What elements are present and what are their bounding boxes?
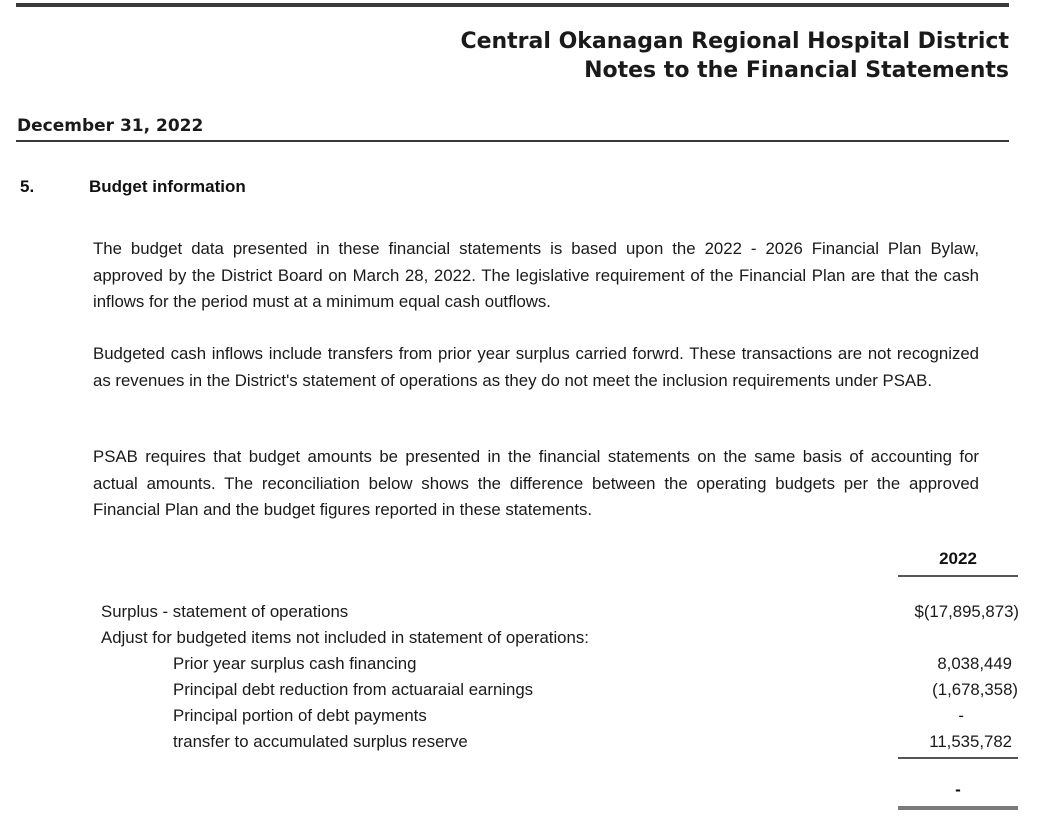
table-row [0, 625, 1044, 651]
table-row [0, 599, 1044, 625]
row-label: Prior year surplus cash financing [173, 654, 417, 673]
paragraph: Budgeted cash inflows include transfers from prior year surplus carried forwrd. These transactions are not recognized as revenues in the District's statement of operations as they do not meet the inclusion requirements under PSAB. [93, 344, 979, 390]
total-value: - [955, 780, 961, 799]
section-title: Budget information [89, 177, 246, 196]
row-label: Principal debt reduction from actuaraial earnings [173, 680, 534, 699]
row-value: - [958, 706, 964, 725]
total-double-rule [898, 806, 1018, 810]
row-label: Principal portion of debt payments [173, 706, 427, 725]
paragraph: PSAB requires that budget amounts be presented in the financial statements on the same basis of accounting for actual amounts. The reconciliation below shows the difference between the operating budgets per the approved Financial Plan and the budget figures reported in these statements. [93, 447, 979, 519]
statement-date: December 31, 2022 [17, 116, 204, 136]
section-number: 5. [20, 177, 35, 196]
subtotal-rule [898, 757, 1018, 759]
row-value: $(17,895,873) [914, 602, 1019, 621]
year-column-header: 2022 [939, 549, 977, 568]
row-value: 8,038,449 [937, 654, 1012, 673]
top-rule [16, 3, 1009, 7]
row-value: 11,535,782 [929, 732, 1012, 751]
column-header-rule [898, 575, 1018, 577]
row-value: (1,678,358) [932, 680, 1018, 699]
date-rule [16, 140, 1009, 142]
table-row [0, 677, 1044, 703]
document-header [460, 27, 1009, 85]
paragraph: The budget data presented in these financial statements is based upon the 2022 - 2026 Financial Plan Bylaw, approved by the District Board on March 28, 2022. The legislative requirement of the Financial Plan are that the cash inflows for the period must at a minimum equal cash outflows. [93, 239, 979, 311]
row-label: Adjust for budgeted items not included in statement of operations: [101, 628, 589, 647]
row-label: transfer to accumulated surplus reserve [173, 732, 468, 751]
document-title: Notes to the Financial Statements [584, 58, 1009, 83]
organization-name: Central Okanagan Regional Hospital District [460, 29, 1009, 54]
table-row [0, 729, 1044, 755]
row-label: Surplus - statement of operations [101, 602, 349, 621]
table-row [0, 651, 1044, 677]
table-row [0, 703, 1044, 729]
